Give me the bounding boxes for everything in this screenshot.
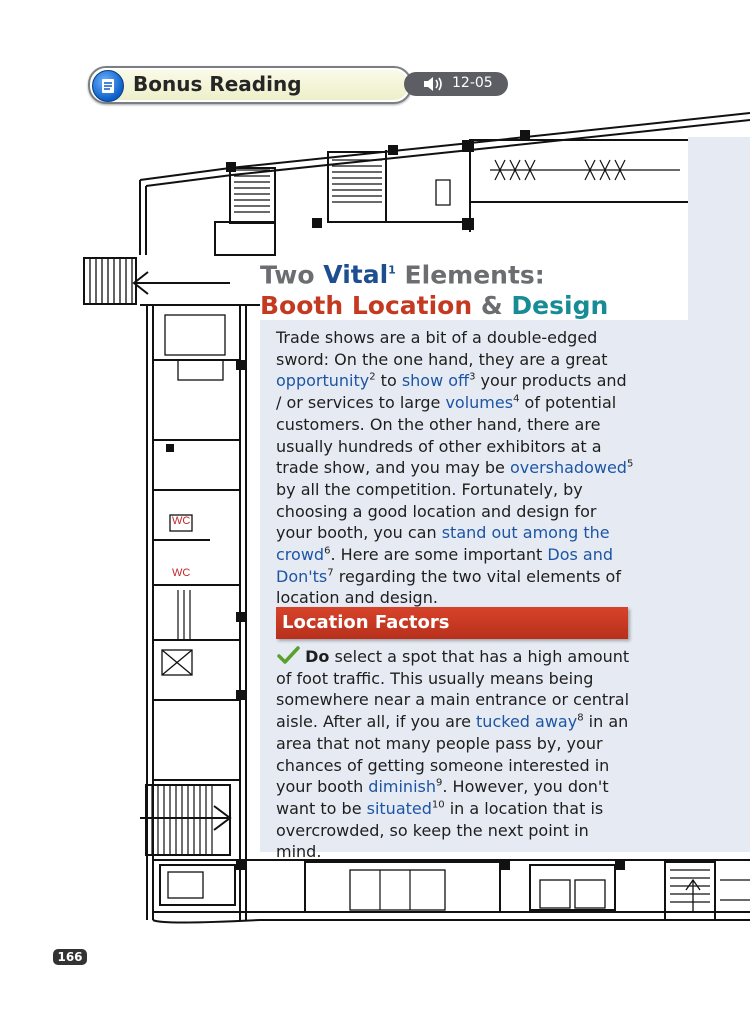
section-heading-location-factors (276, 607, 628, 639)
title-word-vital: Vital$^1$ (323, 260, 396, 290)
footnote-marker: 10 (431, 799, 445, 811)
intro-paragraph: Trade shows are a bit of a double-edged sword: On the one hand, they are a great opportunity$^2$ to show off$^3$ your products and / or services to large volumes$^4$ of potential customers. On the other hand, there are usually hundreds of other exhibitors at a trade show, and you may be overshadowed$^5$ by all the competition. Fortunately, by choosing a good location and design for your booth, you can stand out among the crowd$^6$. Here are some important Dos and $Don'ts^7$ regarding the two vital elements of location and design. (276, 328, 634, 608)
title-ampersand: & (480, 291, 503, 321)
vocab-term[interactable]: Dos and Don'ts (276, 545, 614, 586)
footnote-marker: 2 (369, 372, 376, 384)
footnote-marker: 9 (436, 777, 443, 789)
background-panel (688, 137, 750, 320)
wc-label: WC (172, 567, 191, 579)
page-number: 166 (53, 949, 87, 965)
vocab-term[interactable]: volumes (445, 393, 514, 413)
audio-track-number: 12-05 (452, 75, 493, 91)
article-title (260, 255, 608, 321)
speaker-icon (422, 75, 446, 93)
vocab-term[interactable]: tucked away (476, 712, 578, 732)
footnote-marker: 8 (577, 712, 584, 724)
vocab-term[interactable]: stand out among the crowd (276, 523, 610, 565)
title-word: Two (260, 260, 315, 290)
title-word: Booth Location (260, 291, 473, 321)
vocab-term[interactable]: overshadowed (509, 458, 627, 478)
footnote-marker: 1 (388, 264, 396, 277)
footnote-marker: 3 (469, 372, 476, 384)
title-word: Elements: (404, 260, 545, 290)
body-paragraph: Do select a spot that has a high amount of foot traffic. This usually means being somewhere near a main entrance or central aisle. After all, if you are tucked away$^8$ in an area that not many people pass by, your chances of getting someone interested in your booth diminish$^9$. However, you don't want to be situated$^{10}$ in a location that is overcrowded, so keep the next point in mind. (276, 647, 630, 862)
vocab-term[interactable]: show off (401, 371, 470, 391)
vocab-term[interactable]: situated (366, 798, 432, 818)
footnote-marker: 4 (513, 393, 520, 405)
footnote-marker: 7 (327, 567, 334, 579)
header-title: Bonus Reading (133, 72, 302, 96)
footnote-marker: 6 (324, 545, 331, 557)
section-title: Location Factors (282, 612, 450, 633)
book-icon (92, 70, 124, 102)
do-label: Do (305, 647, 330, 666)
checkmark-icon (276, 646, 300, 664)
title-word: Design (511, 291, 609, 321)
audio-track-button[interactable] (404, 72, 508, 96)
vocab-term[interactable]: opportunity (276, 371, 370, 391)
footnote-marker: 5 (626, 458, 634, 470)
vocab-term[interactable]: diminish (368, 777, 436, 797)
wc-label: WC (172, 515, 191, 527)
bonus-reading-header (88, 66, 412, 104)
